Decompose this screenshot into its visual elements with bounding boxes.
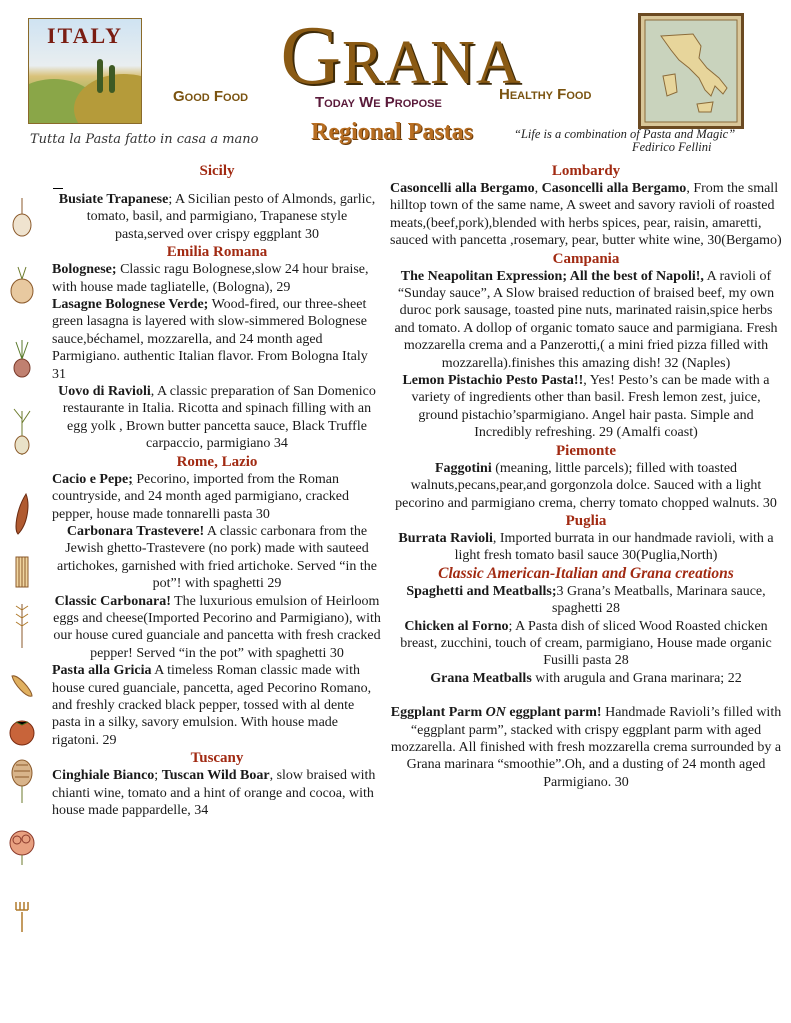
dish-description: , Yes! Pesto’s can be made with a variety of ingredients other than basil. Fresh lemon zest, juice, ground pistachio’sparmigiano. Angel hair pasta. Simple and Incredibly refreshing. 29 (Amalfi coast) [411, 373, 770, 441]
dish-name: Busiate Trapanese [58, 192, 169, 207]
dish-name: The Neapolitan Expression; All the best of Napoli!, [400, 268, 704, 284]
dish-name-separator: , [534, 181, 542, 196]
artichoke-illustration-icon [6, 755, 38, 805]
menu-item-pasta-alla-gricia [52, 662, 382, 749]
dish-name-alt: Tuscan Wild Boar [161, 768, 270, 784]
spacer [390, 687, 782, 704]
dish-name: Casoncelli alla Bergamo [390, 181, 535, 196]
fork-pasta-illustration-icon [6, 898, 38, 934]
menu-item-grana-meatballs [390, 670, 782, 687]
dish-description: Classic ragu Bolognese,slow 24 hour braise, with house made tagliatelle, (Bologna), 29 [52, 262, 369, 295]
cypress-tree-icon [97, 59, 103, 93]
dish-description: Pecorino, imported from the Roman countryside, and 24 month aged parmigiano, cracked pepper, house made tonnarelli pasta 30 [52, 471, 350, 522]
section-heading-emilia-romana: Emilia Romana [166, 244, 268, 261]
title-initial: G [280, 9, 342, 102]
menu-item-bolognese [52, 261, 382, 296]
fellini-quote [514, 128, 774, 154]
dish-name: Cacio e Pepe [52, 471, 129, 487]
eggplant-illustration-icon [6, 490, 38, 538]
dish-name-punctuation: ; [128, 471, 133, 487]
section-heading-sicily: Sicily [199, 163, 235, 179]
section-heading-lombardy: Lombardy [551, 163, 621, 179]
menu-item-chicken-al-forno [390, 618, 782, 670]
dish-name: Grana Meatballs [430, 670, 532, 686]
tagline-healthy-food: Healthy Food [499, 86, 592, 103]
dish-name: Bolognese; [52, 262, 117, 278]
italy-map-image [638, 13, 744, 129]
dish-name: Eggplant Parm [390, 705, 486, 721]
cypress-tree-icon [109, 65, 115, 93]
title-rest: RANA [341, 29, 522, 97]
pasta-bundle-illustration-icon [6, 555, 38, 589]
quote-author: Fedirico Fellini [632, 140, 712, 154]
dish-description: A ravioli of “Sunday sauce”, A Slow braised reduction of braised beef, my own duroc pork sausage, toasted pine nuts, marinated raisin,spice herbs and tomato. A dollop of organic tomato sauce and parmigiana. Fresh mozzarella crema and a Panzerotti,( a mini fried pizza filled with mozzarella).finishes this amazing dish! 32 (Naples) [394, 268, 778, 371]
dish-name: Classic Carbonara! [54, 593, 171, 609]
menu-item-lemon-pistachio-pesto [390, 372, 782, 442]
garlic-illustration-icon [6, 195, 38, 239]
section-heading-puglia: Puglia [565, 512, 607, 529]
menu-item-lasagne-bolognese-verde [52, 296, 382, 383]
dish-name-end: eggplant parm! [505, 705, 602, 721]
italy-landscape-badge [28, 18, 142, 124]
section-divider [53, 180, 63, 189]
dish-name: Burrata Ravioli [398, 530, 493, 546]
section-heading-tuscany: Tuscany [190, 750, 244, 767]
menu-item-spaghetti-meatballs [390, 583, 782, 618]
dish-name-emphasis: ON [485, 705, 506, 721]
restaurant-logo-title [270, 9, 532, 105]
section-heading-classic-creations: Classic American-Italian and Grana creations [438, 564, 734, 582]
menu-item-classic-carbonara [52, 593, 382, 663]
menu-item-eggplant-parm [390, 704, 782, 791]
dish-description: Wood-fired, our three-sheet green lasagna is layered with slow-simmered Bolognese sauce,béchamel, mozzarella, and 24 month aged Parmigiano. authentic Italian flavor. From Bologna Italy 31 [52, 297, 368, 382]
menu-item-casoncelli [390, 180, 782, 250]
dish-name-separator: ; [154, 768, 162, 784]
regional-pastas-title: Regional Pastas [311, 119, 473, 145]
section-heading-campania: Campania [552, 250, 620, 267]
menu-item-cinghiale-bianco [52, 767, 382, 819]
dish-name: Pasta alla Gricia [52, 663, 152, 679]
dish-description: , slow braised with chianti wine, tomato and a hint of orange and cocoa, with house made pappardelle, 34 [52, 768, 376, 818]
hill-shape [74, 74, 142, 124]
tagline-good-food: Good Food [173, 88, 249, 105]
section-heading-piemonte: Piemonte [556, 442, 616, 459]
italy-map-icon [641, 16, 741, 126]
menu-item-uovo-di-ravioli [52, 383, 382, 453]
badge-word: ITALY [46, 23, 124, 48]
menu-item-carbonara-trastevere [52, 523, 382, 593]
zucchini-illustration-icon [6, 668, 38, 702]
dish-description: The luxurious emulsion of Heirloom eggs and cheese(Imported Pecorino and Parmigiano), with our house cured guanciale and pancetta with fresh cracked pepper! Served “in the pot” with spaghetti 30 [53, 593, 381, 661]
menu-item-busiate-trapanese [52, 191, 382, 243]
dish-description: (meaning, little parcels); filled with toasted walnuts,pecans,pear,and gorgonzola dolce. Sauced with a light pecorino and parmigiano crema, cherry tomato chopped walnuts. 30 [395, 460, 777, 511]
wheat-illustration-icon [6, 600, 38, 650]
dish-name: Cinghiale Bianco [52, 768, 155, 784]
dish-description: 3 Grana’s Meatballs, Marinara sauce, spaghetti 28 [551, 583, 766, 617]
dish-description: , A classic preparation of San Domenico restaurante in Italia. Ricotta and spinach filling with an egg yolk , Brown butter pancetta sauce, Black Truffle carpaccio, parmigiano 34 [62, 384, 376, 452]
dish-name: Carbonara Trastevere! [66, 523, 205, 539]
dish-name: Uovo di Ravioli [58, 384, 151, 400]
menu-right-column [390, 162, 782, 791]
handmade-pasta-script: Tutta la Pasta fatto in casa a mano [30, 132, 259, 147]
menu-item-cacio-e-pepe [52, 471, 382, 523]
beet-illustration-icon [6, 338, 38, 386]
onion-illustration-icon [6, 265, 38, 309]
menu-item-neapolitan-expression [390, 268, 782, 372]
dish-name: Spaghetti and Meatballs; [406, 583, 557, 599]
tomato-illustration-icon [6, 714, 38, 748]
dish-description: with arugula and Grana marinara; 22 [531, 670, 742, 686]
dish-description: Handmade Ravioli’s filled with “eggplant parm”, stacked with crispy eggplant parm with aged mozzarella. All finished with fresh mozzarella crema surrounded by a Grana marinara “smoothie”.Oh, and a dusting of 24 month aged Parmigiano. 30 [390, 705, 782, 790]
dish-description: A timeless Roman classic made with house cured guanciale, pancetta, aged Pecorino Romano, and freshly cracked black pepper, tossed with al dente pasta in a silky, savory emulsion. With house made rigatoni. 29 [52, 663, 372, 748]
dish-name-alt: Casoncelli alla Bergamo [541, 181, 687, 196]
menu-item-burrata-ravioli [390, 530, 782, 565]
section-heading-rome-lazio: Rome, Lazio [176, 453, 258, 470]
dish-name: Lasagne Bolognese Verde; [52, 297, 209, 313]
dish-description: ; A Pasta dish of sliced Wood Roasted chicken breast, zucchini, touch of cream, parmigiano, House made organic Fusilli pasta 28 [400, 618, 772, 669]
dish-name: Faggotini [434, 460, 492, 476]
dish-name: Chicken al Forno [404, 618, 509, 634]
tagline-today-we-propose: Today We Propose [315, 94, 442, 111]
quote-text: “Life is a combination of Pasta and Magic” [514, 127, 736, 141]
dish-name: Lemon Pistachio Pesto Pasta!! [402, 373, 584, 389]
dish-description: ; A Sicilian pesto of Almonds, garlic, tomato, basil, and parmigiano, Trapanese style pasta,served over crispy eggplant 30 [86, 192, 376, 242]
cauliflower-illustration-icon [6, 825, 38, 867]
menu-item-faggotini [390, 460, 782, 512]
dish-description: , From the small hilltop town of the same name, A sweet and savory ravioli of roasted meats,(beef,pork),blended with herbs spices, pear, raisin, amaretti, sauced with pancetta ,rosemary, pear, butter white wine, 30(Bergamo) [390, 181, 782, 249]
menu-left-column [52, 162, 382, 819]
dish-description: A classic carbonara from the Jewish ghetto-Trastevere (no pork) made with sauteed artichokes, garnished with fried artichoke. Served “in the pot”! with spaghetti 29 [57, 523, 377, 592]
fennel-illustration-icon [6, 405, 38, 457]
dish-description: , Imported burrata in our handmade ravioli, with a light fresh tomato basil sauce 30(Puglia,North) [454, 530, 774, 564]
